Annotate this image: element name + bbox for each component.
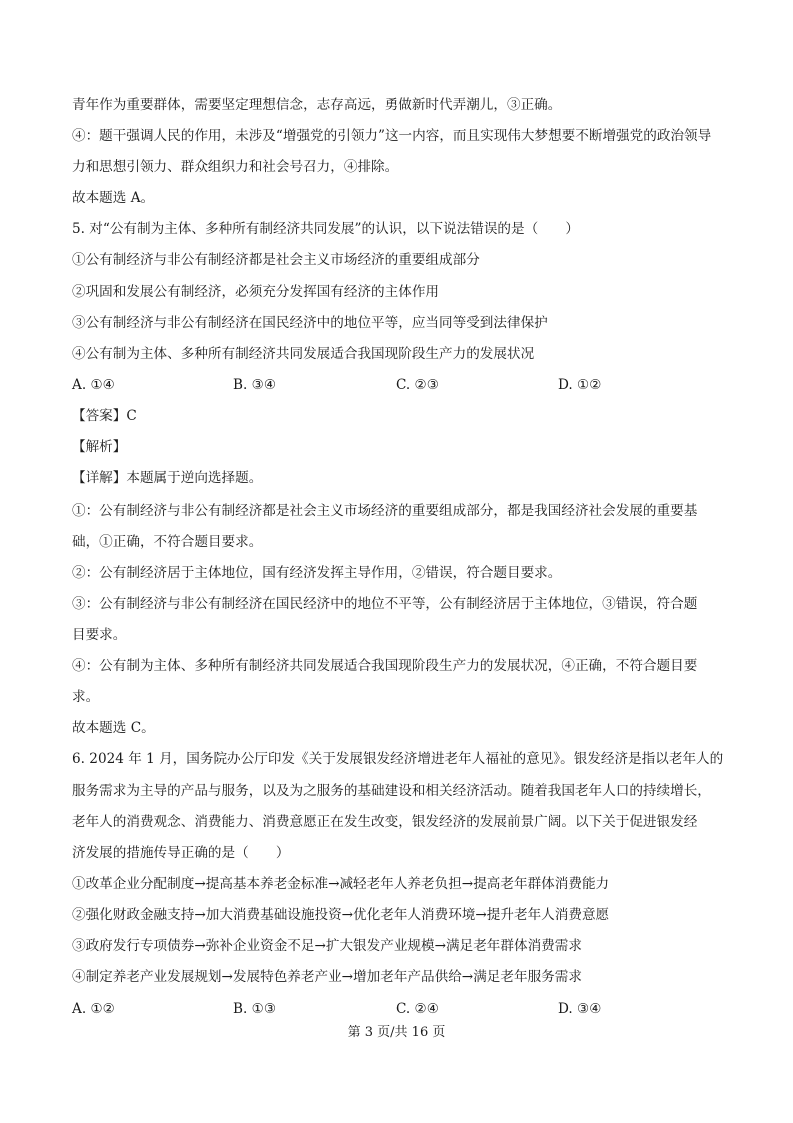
statement-1: ①公有制经济与非公有制经济都是社会主义市场经济的重要组成部分 (72, 252, 480, 268)
question-5-stem: 5. 对“公有制为主体、多种所有制经济共同发展”的认识，以下说法错误的是（ ） (72, 221, 579, 237)
statement-3: ③公有制经济与非公有制经济在国民经济中的地位平等，应当同等受到法律保护 (72, 315, 548, 331)
question-6-stem: 老年人的消费观念、消费能力、消费意愿正在发生改变，银发经济的发展前景广阔。以下关于促进银发经 (72, 814, 698, 830)
detail-text: 础，①正确，不符合题目要求。 (72, 534, 263, 550)
question-5-options (72, 375, 732, 395)
detail-text: ④：公有制为主体、多种所有制经济共同发展适合我国现阶段生产力的发展状况，④正确，不符合题目要 (72, 658, 698, 674)
question-6-stem: 6. 2024 年 1 月，国务院办公厅印发《关于发展银发经济增进老年人福祉的意见》。银发经济是指以老年人的 (72, 751, 724, 767)
detail-text: ③：公有制经济与非公有制经济在国民经济中的地位不平等，公有制经济居于主体地位，③错误，符合题 (72, 596, 698, 612)
option-a: A. ①② (72, 1001, 115, 1017)
statement-2: ②巩固和发展公有制经济，必须充分发挥国有经济的主体作用 (72, 284, 440, 300)
option-a: A. ①④ (72, 377, 115, 393)
detail-text: 目要求。 (72, 627, 127, 643)
question-6-options (72, 999, 732, 1019)
detail-text: ①：公有制经济与非公有制经济都是社会主义市场经济的重要组成部分，都是我国经济社会发展的重要基 (72, 503, 698, 519)
statement-1: ①改革企业分配制度→提高基本养老金标准→减轻老年人养老负担→提高老年群体消费能力 (72, 876, 610, 892)
statement-4: ④公有制为主体、多种所有制经济共同发展适合我国现阶段生产力的发展状况 (72, 346, 535, 362)
text-line: 青年作为重要群体，需要坚定理想信念，志存高远，勇做新时代弄潮儿，③正确。 (72, 97, 562, 113)
answer-label: 【答案】C (72, 408, 137, 424)
option-d: D. ③④ (558, 1001, 602, 1017)
option-d: D. ①② (558, 377, 602, 393)
detail-text: ②：公有制经济居于主体地位，国有经济发挥主导作用，②错误，符合题目要求。 (72, 565, 562, 581)
detail-text: 【详解】本题属于逆向选择题。 (72, 470, 263, 486)
option-c: C. ②③ (396, 377, 439, 393)
statement-3: ③政府发行专项债券→弥补企业资金不足→扩大银发产业规模→满足老年群体消费需求 (72, 938, 582, 954)
statement-4: ④制定养老产业发展规划→发展特色养老产业→增加老年产品供给→满足老年服务需求 (72, 969, 582, 985)
text-line: 故本题选 A。 (72, 190, 155, 206)
option-b: B. ③④ (233, 377, 277, 393)
detail-text: 求。 (72, 689, 100, 705)
question-6-stem: 服务需求为主导的产品与服务，以及为之服务的基础建设和相关经济活动。随着我国老年人口的持续增长， (72, 783, 711, 799)
analysis-label: 【解析】 (72, 439, 127, 455)
option-c: C. ②④ (396, 1001, 439, 1017)
option-b: B. ①③ (233, 1001, 277, 1017)
statement-2: ②强化财政金融支持→加大消费基础设施投资→优化老年人消费环境→提升老年人消费意愿 (72, 907, 610, 923)
conclusion-text: 故本题选 C。 (72, 720, 155, 736)
page-number: 第 3 页/共 16 页 (347, 1025, 446, 1040)
text-line: 力和思想引领力、群众组织力和社会号召力，④排除。 (72, 159, 399, 175)
text-line: ④：题干强调人民的作用，未涉及“增强党的引领力”这一内容，而且实现伟大梦想要不断增强党的政治领导 (72, 128, 712, 144)
question-6-stem: 济发展的措施传导正确的是（ ） (72, 845, 290, 861)
